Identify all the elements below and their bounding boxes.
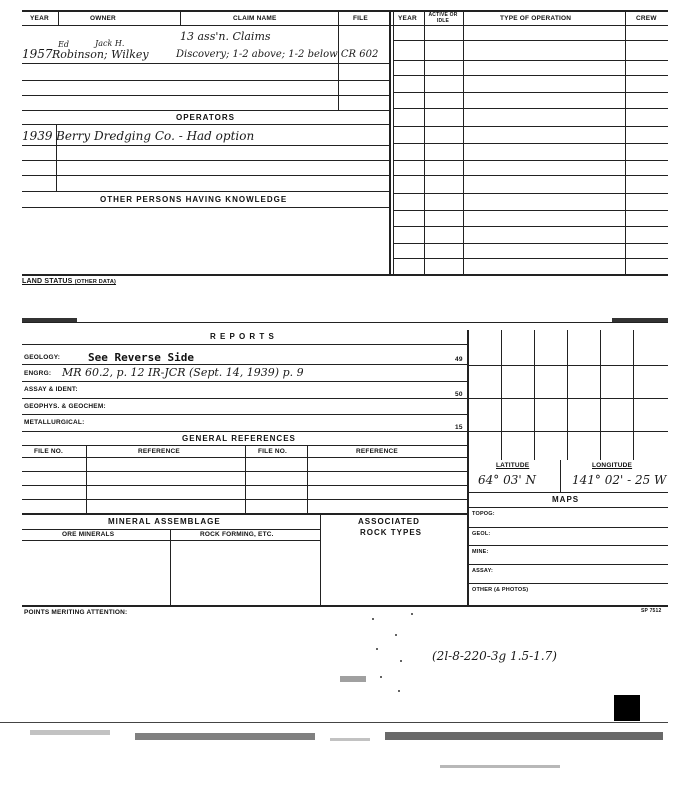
points-meriting-label: POINTS MERITING ATTENTION:	[24, 609, 128, 616]
ops-row-14	[393, 258, 668, 259]
operator-row-2	[22, 160, 389, 161]
mineral-col-divider	[170, 529, 171, 605]
scan-dot	[398, 690, 400, 692]
ops-row-12	[393, 226, 668, 227]
geophys-row	[22, 414, 467, 415]
ref-reference-1: REFERENCE	[138, 448, 180, 455]
longitude-value: 141° 02' - 25 W	[572, 473, 667, 487]
col-divider-owner	[180, 10, 181, 25]
assemblage-right-border	[320, 513, 321, 605]
owner-year: 1957	[22, 47, 53, 61]
maps-row-4	[467, 583, 668, 584]
owner-row-2	[22, 80, 389, 81]
owner-first-name: Ed	[58, 40, 69, 49]
geology-label: GEOLOGY:	[24, 354, 61, 361]
ops-row-10	[393, 193, 668, 194]
other-persons-title: OTHER PERSONS HAVING KNOWLEDGE	[100, 195, 288, 204]
latitude-value: 64° 03' N	[478, 473, 536, 487]
scan-dot	[411, 613, 413, 615]
main-vertical-divider-1	[389, 10, 391, 275]
mineral-assemblage-title: MINERAL ASSEMBLAGE	[108, 517, 221, 526]
header-divider	[22, 25, 668, 26]
operator-col-divider	[56, 124, 57, 191]
owner-row-1	[22, 63, 389, 64]
bottom-scan-line	[0, 722, 668, 723]
scan-dot	[400, 660, 402, 662]
operator-entry: Berry Dredging Co. - Had option	[56, 129, 255, 143]
reports-bottom	[22, 605, 668, 607]
general-references-title: GENERAL REFERENCES	[182, 434, 296, 443]
land-status-sub: (OTHER DATA)	[74, 279, 117, 285]
operators-underline	[22, 124, 389, 125]
header-active-or-idle: ACTIVE OR IDLE	[428, 12, 458, 24]
top-border	[22, 10, 668, 12]
header-file: FILE	[353, 15, 368, 22]
geology-row	[22, 364, 467, 365]
scan-dot	[372, 618, 374, 620]
header-owner: OWNER	[90, 15, 116, 22]
operator-row-1	[22, 145, 389, 146]
metallurgical-row	[22, 431, 467, 432]
operator-year: 1939	[22, 129, 53, 143]
ops-row-9	[393, 175, 668, 176]
col-divider-year	[58, 10, 59, 25]
header-year: YEAR	[30, 15, 49, 22]
form-number: SP 7512	[641, 608, 662, 614]
ops-row-3	[393, 75, 668, 76]
grid-col-2	[534, 330, 535, 460]
ops-row-13	[393, 243, 668, 244]
ops-row-8	[393, 160, 668, 161]
scan-dot	[395, 634, 397, 636]
maps-mine: MINE:	[472, 549, 489, 555]
rock-forming-label: ROCK FORMING, ETC.	[200, 531, 274, 538]
maps-row-2	[467, 545, 668, 546]
operator-row-3	[22, 175, 389, 176]
handwritten-note: (2l-8-220-3g 1.5-1.7)	[432, 649, 557, 663]
lat-long-bottom	[467, 492, 668, 493]
assay-label: ASSAY & IDENT:	[24, 386, 78, 393]
scan-smudge	[340, 676, 366, 682]
header-crew: CREW	[636, 15, 657, 22]
geology-value: See Reverse Side	[88, 351, 194, 364]
owner-row-3	[22, 95, 389, 96]
bottom-black-block	[614, 695, 640, 721]
ops-row-7	[393, 143, 668, 144]
reports-title: R E P O R T S	[210, 332, 275, 341]
ref-col-2	[245, 445, 246, 513]
ops-row-4	[393, 92, 668, 93]
ops-row-1	[393, 40, 668, 41]
num-49: 49	[455, 356, 463, 363]
claim-count: 13 ass'n. Claims	[180, 30, 271, 43]
lat-long-divider	[560, 460, 561, 492]
ops-row-6	[393, 126, 668, 127]
owner-names: Robinson; Wilkey	[52, 48, 149, 61]
longitude-label: LONGITUDE	[592, 462, 633, 469]
ref-file-no-1: FILE NO.	[34, 448, 64, 455]
grid-col-5	[633, 330, 634, 460]
assay-row	[22, 398, 467, 399]
maps-other: OTHER (& PHOTOS)	[472, 587, 529, 593]
num-15: 15	[455, 424, 463, 431]
ref-col-3	[307, 445, 308, 513]
engrg-row	[22, 381, 467, 382]
owner-row-4	[22, 110, 389, 111]
owner-first-name-2: Jack H.	[95, 39, 125, 48]
reports-title-underline	[22, 344, 467, 345]
maps-row-1	[467, 527, 668, 528]
bottom-scan-band	[135, 733, 315, 740]
maps-title-underline	[467, 507, 668, 508]
claim-name: Discovery; 1-2 above; 1-2 below CR 602	[176, 49, 379, 60]
top-section-bottom	[22, 274, 668, 276]
metallurgical-label: METALLURGICAL:	[24, 419, 85, 426]
associated-rock-types-2: ROCK TYPES	[360, 528, 423, 537]
header-year-right: YEAR	[398, 15, 417, 22]
ref-reference-2: REFERENCE	[356, 448, 398, 455]
ops-row-5	[393, 108, 668, 109]
scan-dot	[380, 676, 382, 678]
operators-title: OPERATORS	[176, 113, 235, 122]
land-status-label	[22, 278, 116, 286]
ops-row-2	[393, 60, 668, 61]
grid-col-3	[567, 330, 568, 460]
mineral-title-underline	[22, 529, 320, 530]
ref-file-no-2: FILE NO.	[258, 448, 288, 455]
maps-title: MAPS	[552, 495, 580, 504]
maps-assay: ASSAY:	[472, 568, 494, 574]
latitude-label: LATITUDE	[496, 462, 530, 469]
other-persons-underline	[22, 207, 389, 208]
bottom-scan-band	[385, 732, 663, 740]
ops-row-11	[393, 210, 668, 211]
associated-rock-types-1: ASSOCIATED	[358, 517, 420, 526]
ore-minerals-label: ORE MINERALS	[62, 531, 115, 538]
ref-bottom	[22, 513, 467, 515]
bottom-scan-band	[330, 738, 370, 741]
grid-col-1	[501, 330, 502, 460]
engrg-value: MR 60.2, p. 12 IR-JCR (Sept. 14, 1939) p. 9	[62, 366, 304, 379]
engrg-label: ENGRG:	[24, 370, 52, 377]
num-50: 50	[455, 391, 463, 398]
land-status-text: LAND STATUS	[22, 278, 73, 285]
geophys-label: GEOPHYS. & GEOCHEM:	[24, 403, 106, 410]
operator-row-4	[22, 191, 389, 192]
bottom-scan-band	[30, 730, 110, 735]
bottom-scan-band	[440, 765, 560, 768]
header-type-of-operation: TYPE OF OPERATION	[500, 15, 572, 22]
mineral-header-row	[22, 540, 320, 541]
header-claim-name: CLAIM NAME	[233, 15, 277, 22]
ref-col-1	[86, 445, 87, 513]
reports-top-border	[22, 322, 668, 323]
grid-col-4	[600, 330, 601, 460]
maps-topog: TOPOG:	[472, 511, 495, 517]
scan-dot	[376, 648, 378, 650]
maps-geol: GEOL:	[472, 531, 491, 537]
maps-row-3	[467, 564, 668, 565]
